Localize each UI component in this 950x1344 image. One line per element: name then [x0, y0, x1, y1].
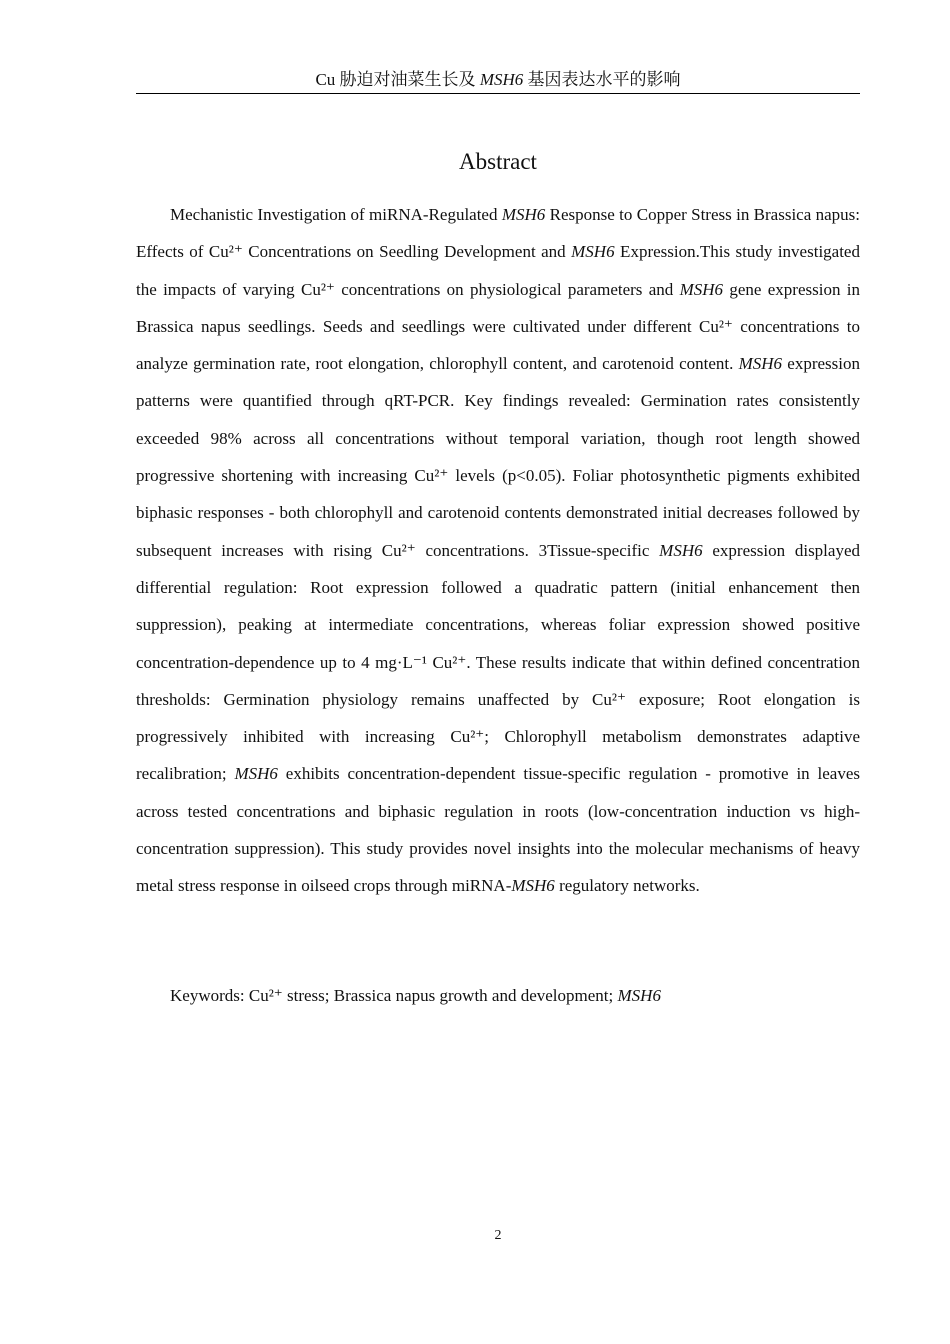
abstract-text-segment: Mechanistic Investigation of miRNA-Regulated	[170, 205, 502, 224]
keywords-line	[136, 979, 860, 1013]
abstract-text-segment: Response to Copper Stress in Brassica napus: Effects of Cu²⁺ Concentrations on Seedling Development and	[136, 205, 860, 262]
abstract-gene-name: MSH6	[511, 876, 555, 896]
abstract-text-segment: exhibits concentration-dependent tissue-specific regulation - promotive in leaves across tested concentrations and biphasic regulation in roots (low-concentration induction vs high-concentration suppression). This study provides novel insights into the molecular mechanisms of heavy metal stress response in oilseed crops through miRNA-	[136, 764, 861, 896]
abstract-text-segment: gene expression in Brassica napus seedlings. Seeds and seedlings were cultivated under different Cu²⁺ concentrations to analyze germination rate, root elongation, chlorophyll content, and carotenoid content.	[136, 279, 860, 374]
keywords-gene: MSH6	[617, 986, 661, 1005]
abstract-text-segment: Expression.This study investigated the impacts of varying Cu²⁺ concentrations on physiological parameters and	[136, 242, 860, 299]
abstract-text-segment: regulatory networks.	[554, 876, 700, 896]
running-header-gene: MSH6	[479, 70, 524, 89]
abstract-gene-name: MSH6	[659, 540, 703, 560]
header-rule	[136, 93, 860, 94]
abstract-gene-name: MSH6	[738, 354, 783, 374]
abstract-text-segment: expression displayed differential regulation: Root expression followed a quadratic pattern (initial enhancement then suppression), peaking at intermediate concentrations, whereas foliar expression showed positive concentration-dependence up to 4 mg·L⁻¹ Cu²⁺. These results indicate that within defined concentration thresholds: Germination physiology remains unaffected by Cu²⁺ exposure; Root elongation is progressively inhibited with increasing Cu²⁺; Chlorophyll metabolism demonstrates adaptive recalibration;	[136, 540, 860, 784]
page-number: 2	[494, 1228, 502, 1243]
abstract-body	[136, 196, 860, 905]
abstract-text-segment: expression patterns were quantified through qRT-PCR. Key findings revealed: Germination rates consistently exceeded 98% across all concentrations without temporal variation, though root length showed progressive shortening with increasing Cu²⁺ levels (p<0.05). Foliar photosynthetic pigments exhibited biphasic responses - both chlorophyll and carotenoid contents demonstrated initial decreases followed by subsequent increases with rising Cu²⁺ concentrations. 3Tissue-specific	[136, 354, 860, 560]
abstract-gene-name: MSH6	[501, 205, 546, 224]
abstract-title: Abstract	[459, 149, 537, 174]
running-header-prefix: Cu 胁迫对油菜生长及	[315, 70, 480, 89]
running-header-suffix: 基因表达水平的影响	[523, 70, 681, 89]
running-header	[136, 68, 860, 92]
abstract-gene-name: MSH6	[234, 764, 278, 784]
abstract-gene-name: MSH6	[571, 242, 615, 262]
keywords-text: Keywords: Cu²⁺ stress; Brassica napus growth and development;	[170, 986, 618, 1005]
abstract-gene-name: MSH6	[679, 279, 724, 299]
